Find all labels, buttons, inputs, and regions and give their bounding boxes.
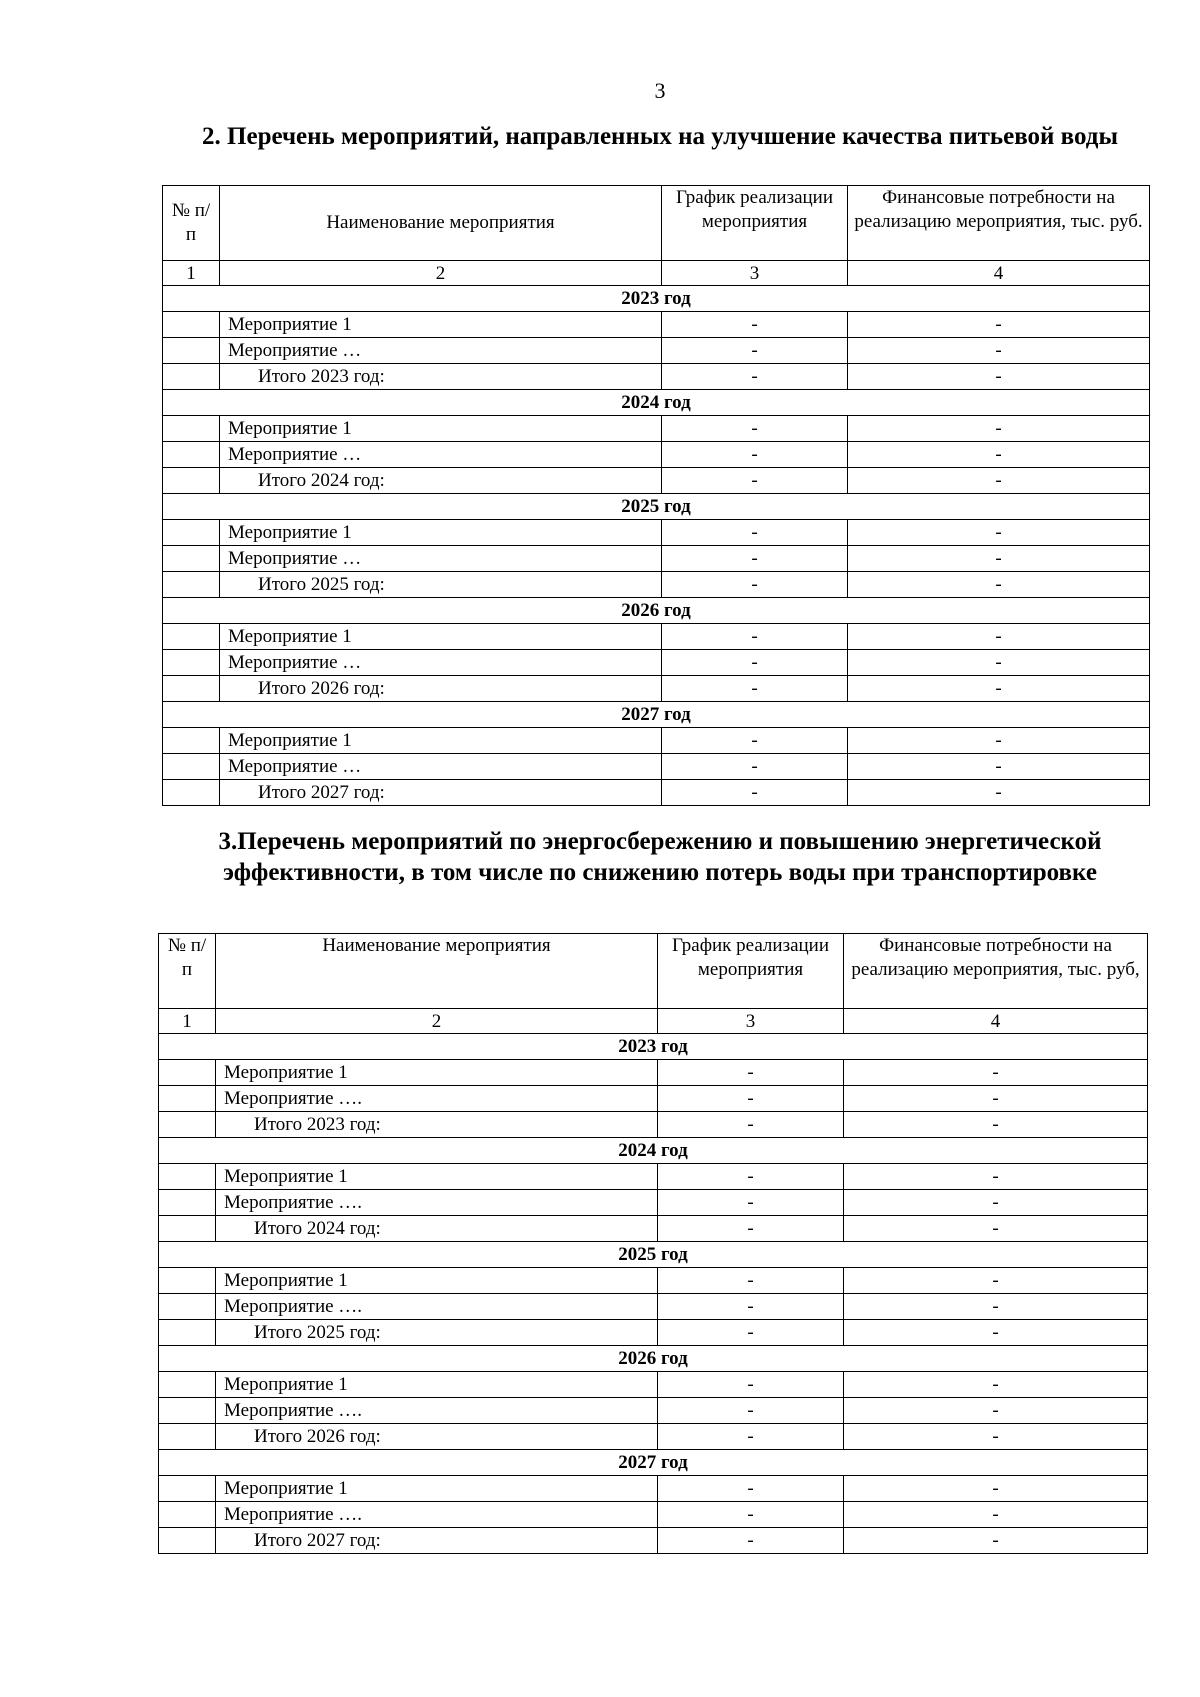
finance-cell: -: [844, 1268, 1148, 1294]
table-row: [159, 1294, 1148, 1320]
table-header-row: [159, 934, 1148, 1009]
finance-cell: -: [848, 650, 1150, 676]
row-number-cell: [163, 780, 220, 806]
schedule-cell: -: [662, 754, 848, 780]
row-number-cell: [163, 364, 220, 390]
finance-cell: -: [848, 312, 1150, 338]
total-label: Итого 2025 год:: [220, 572, 662, 598]
finance-cell: -: [848, 442, 1150, 468]
row-number-cell: [159, 1372, 216, 1398]
schedule-cell: -: [662, 650, 848, 676]
year-label: 2024 год: [163, 390, 1150, 416]
row-number-cell: [163, 728, 220, 754]
activity-name: Мероприятие ….: [216, 1190, 658, 1216]
finance-cell: -: [844, 1320, 1148, 1346]
header-schedule: График реализации мероприятия: [662, 186, 848, 261]
schedule-cell: -: [662, 416, 848, 442]
table-row: [159, 1476, 1148, 1502]
schedule-cell: -: [658, 1086, 844, 1112]
finance-cell: -: [848, 416, 1150, 442]
row-number-cell: [159, 1216, 216, 1242]
total-label: Итого 2024 год:: [216, 1216, 658, 1242]
finance-cell: -: [844, 1190, 1148, 1216]
row-number-cell: [163, 520, 220, 546]
schedule-cell: -: [658, 1216, 844, 1242]
table-row: [159, 1086, 1148, 1112]
year-header-row: [163, 494, 1150, 520]
table-row: [159, 1528, 1148, 1554]
year-header-row: [163, 286, 1150, 312]
finance-cell: -: [844, 1164, 1148, 1190]
year-header-row: [159, 1242, 1148, 1268]
schedule-cell: -: [662, 676, 848, 702]
finance-cell: -: [844, 1424, 1148, 1450]
year-label: 2027 год: [159, 1450, 1148, 1476]
table-row: [159, 1372, 1148, 1398]
row-number-cell: [159, 1528, 216, 1554]
year-header-row: [163, 598, 1150, 624]
table-row: [159, 1164, 1148, 1190]
finance-cell: -: [848, 364, 1150, 390]
finance-cell: -: [848, 624, 1150, 650]
row-number-cell: [163, 468, 220, 494]
activity-name: Мероприятие …: [220, 650, 662, 676]
row-number-cell: [159, 1060, 216, 1086]
table-row: [163, 312, 1150, 338]
header-name: Наименование мероприятия: [220, 186, 662, 261]
row-number-cell: [159, 1294, 216, 1320]
column-number: 2: [216, 1009, 658, 1034]
column-number-row: [159, 1009, 1148, 1034]
header-num: № п/п: [159, 934, 216, 1009]
activity-name: Мероприятие …: [220, 546, 662, 572]
activity-name: Мероприятие 1: [216, 1476, 658, 1502]
activity-name: Мероприятие 1: [220, 520, 662, 546]
year-label: 2026 год: [163, 598, 1150, 624]
row-number-cell: [163, 442, 220, 468]
activity-name: Мероприятие 1: [220, 312, 662, 338]
finance-cell: -: [844, 1086, 1148, 1112]
activity-name: Мероприятие ….: [216, 1502, 658, 1528]
header-num: № п/п: [163, 186, 220, 261]
activity-name: Мероприятие …: [220, 338, 662, 364]
row-number-cell: [163, 338, 220, 364]
activity-name: Мероприятие …: [220, 754, 662, 780]
finance-cell: -: [848, 572, 1150, 598]
finance-cell: -: [844, 1398, 1148, 1424]
row-number-cell: [159, 1268, 216, 1294]
schedule-cell: -: [662, 780, 848, 806]
table-row: [163, 338, 1150, 364]
finance-cell: -: [848, 338, 1150, 364]
table-row: [159, 1268, 1148, 1294]
section-2-table: [162, 185, 1150, 806]
year-label: 2023 год: [163, 286, 1150, 312]
year-header-row: [159, 1138, 1148, 1164]
finance-cell: -: [844, 1216, 1148, 1242]
year-label: 2025 год: [159, 1242, 1148, 1268]
activity-name: Мероприятие 1: [216, 1060, 658, 1086]
header-finance: Финансовые потребности на реализацию мероприятия, тыс. руб.: [848, 186, 1150, 261]
finance-cell: -: [848, 754, 1150, 780]
page-number: 3: [654, 78, 666, 103]
finance-cell: -: [848, 468, 1150, 494]
finance-cell: -: [844, 1060, 1148, 1086]
schedule-cell: -: [662, 468, 848, 494]
total-label: Итого 2024 год:: [220, 468, 662, 494]
column-number: 3: [658, 1009, 844, 1034]
activity-name: Мероприятие ….: [216, 1086, 658, 1112]
table-row: [163, 442, 1150, 468]
table-row: [159, 1320, 1148, 1346]
schedule-cell: -: [658, 1060, 844, 1086]
section-2-title: 2. Перечень мероприятий, направленных на улучшение качества питьевой воды: [202, 123, 1118, 150]
table-row: [159, 1190, 1148, 1216]
year-label: 2024 год: [159, 1138, 1148, 1164]
column-number: 4: [848, 261, 1150, 286]
total-label: Итого 2023 год:: [220, 364, 662, 390]
section-3-title: 3.Перечень мероприятий по энергосбережению и повышению энергетической эффективности, в том числе по снижению потерь воды при транспортировке: [218, 828, 1102, 886]
column-number-row: [163, 261, 1150, 286]
year-label: 2023 год: [159, 1034, 1148, 1060]
row-number-cell: [159, 1086, 216, 1112]
schedule-cell: -: [662, 572, 848, 598]
finance-cell: -: [844, 1372, 1148, 1398]
schedule-cell: -: [658, 1164, 844, 1190]
schedule-cell: -: [662, 728, 848, 754]
finance-cell: -: [848, 520, 1150, 546]
row-number-cell: [163, 676, 220, 702]
table-row: [163, 624, 1150, 650]
row-number-cell: [163, 312, 220, 338]
table-row: [163, 546, 1150, 572]
schedule-cell: -: [662, 364, 848, 390]
year-header-row: [163, 702, 1150, 728]
total-label: Итого 2025 год:: [216, 1320, 658, 1346]
table-row: [163, 676, 1150, 702]
row-number-cell: [163, 572, 220, 598]
table-row: [163, 754, 1150, 780]
activity-name: Мероприятие ….: [216, 1398, 658, 1424]
year-label: 2025 год: [163, 494, 1150, 520]
table-row: [159, 1502, 1148, 1528]
column-number: 2: [220, 261, 662, 286]
schedule-cell: -: [662, 338, 848, 364]
finance-cell: -: [844, 1112, 1148, 1138]
row-number-cell: [163, 546, 220, 572]
finance-cell: -: [844, 1502, 1148, 1528]
row-number-cell: [159, 1190, 216, 1216]
schedule-cell: -: [658, 1320, 844, 1346]
row-number-cell: [159, 1164, 216, 1190]
row-number-cell: [159, 1424, 216, 1450]
schedule-cell: -: [662, 312, 848, 338]
finance-cell: -: [848, 676, 1150, 702]
table-row: [163, 416, 1150, 442]
schedule-cell: -: [662, 624, 848, 650]
activity-name: Мероприятие 1: [216, 1164, 658, 1190]
activity-name: Мероприятие 1: [220, 728, 662, 754]
total-label: Итого 2026 год:: [216, 1424, 658, 1450]
total-label: Итого 2027 год:: [220, 780, 662, 806]
row-number-cell: [159, 1398, 216, 1424]
schedule-cell: -: [658, 1424, 844, 1450]
finance-cell: -: [848, 546, 1150, 572]
table-row: [163, 728, 1150, 754]
header-finance: Финансовые потребности на реализацию мероприятия, тыс. руб,: [844, 934, 1148, 1009]
total-label: Итого 2023 год:: [216, 1112, 658, 1138]
header-name: Наименование мероприятия: [216, 934, 658, 1009]
table-row: [159, 1216, 1148, 1242]
table-row: [163, 650, 1150, 676]
column-number: 1: [159, 1009, 216, 1034]
schedule-cell: -: [658, 1528, 844, 1554]
year-header-row: [159, 1034, 1148, 1060]
column-number: 1: [163, 261, 220, 286]
schedule-cell: -: [658, 1112, 844, 1138]
column-number: 4: [844, 1009, 1148, 1034]
column-number: 3: [662, 261, 848, 286]
schedule-cell: -: [658, 1268, 844, 1294]
schedule-cell: -: [662, 520, 848, 546]
activity-name: Мероприятие …: [220, 442, 662, 468]
table-row: [159, 1424, 1148, 1450]
finance-cell: -: [844, 1294, 1148, 1320]
finance-cell: -: [844, 1528, 1148, 1554]
table-row: [163, 780, 1150, 806]
activity-name: Мероприятие 1: [220, 624, 662, 650]
table-row: [159, 1060, 1148, 1086]
table-row: [163, 572, 1150, 598]
activity-name: Мероприятие 1: [220, 416, 662, 442]
schedule-cell: -: [658, 1190, 844, 1216]
table-header-row: [163, 186, 1150, 261]
schedule-cell: -: [658, 1294, 844, 1320]
row-number-cell: [163, 754, 220, 780]
header-schedule: График реализации мероприятия: [658, 934, 844, 1009]
schedule-cell: -: [662, 442, 848, 468]
activity-name: Мероприятие ….: [216, 1294, 658, 1320]
activity-name: Мероприятие 1: [216, 1268, 658, 1294]
year-label: 2026 год: [159, 1346, 1148, 1372]
table-row: [163, 364, 1150, 390]
table-row: [163, 520, 1150, 546]
total-label: Итого 2026 год:: [220, 676, 662, 702]
year-label: 2027 год: [163, 702, 1150, 728]
row-number-cell: [159, 1112, 216, 1138]
row-number-cell: [159, 1320, 216, 1346]
table-row: [163, 468, 1150, 494]
schedule-cell: -: [658, 1372, 844, 1398]
row-number-cell: [163, 624, 220, 650]
schedule-cell: -: [662, 546, 848, 572]
schedule-cell: -: [658, 1398, 844, 1424]
schedule-cell: -: [658, 1476, 844, 1502]
section-3-table: [158, 933, 1148, 1554]
activity-name: Мероприятие 1: [216, 1372, 658, 1398]
finance-cell: -: [844, 1476, 1148, 1502]
total-label: Итого 2027 год:: [216, 1528, 658, 1554]
year-header-row: [159, 1346, 1148, 1372]
finance-cell: -: [848, 780, 1150, 806]
finance-cell: -: [848, 728, 1150, 754]
table-row: [159, 1398, 1148, 1424]
row-number-cell: [159, 1502, 216, 1528]
row-number-cell: [163, 650, 220, 676]
year-header-row: [159, 1450, 1148, 1476]
table-row: [159, 1112, 1148, 1138]
row-number-cell: [163, 416, 220, 442]
schedule-cell: -: [658, 1502, 844, 1528]
year-header-row: [163, 390, 1150, 416]
row-number-cell: [159, 1476, 216, 1502]
